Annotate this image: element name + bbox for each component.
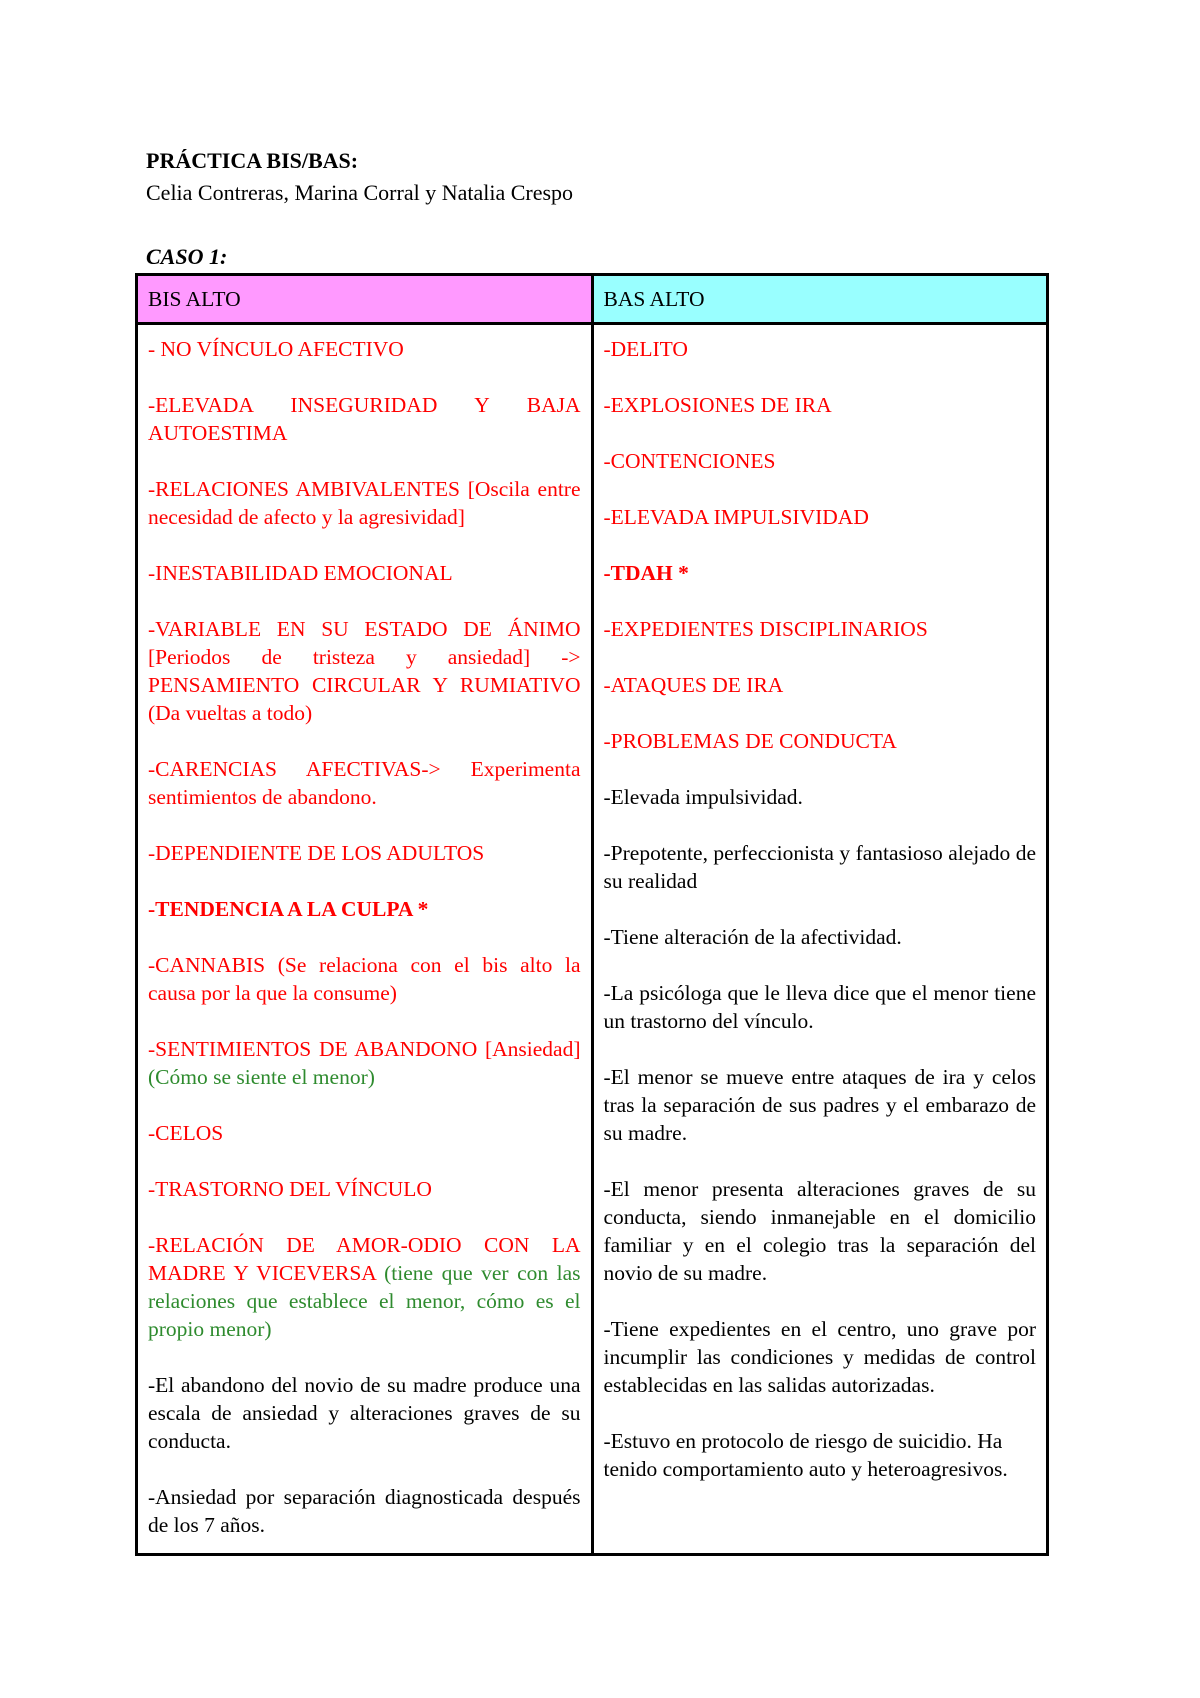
list-item: -CELOS: [148, 1121, 224, 1145]
bas-column: [592, 324, 1048, 1555]
authors-line: Celia Contreras, Marina Corral y Natalia Crespo: [146, 180, 574, 205]
list-item: - NO VÍNCULO AFECTIVO: [148, 337, 404, 361]
list-item: [148, 1035, 581, 1091]
list-item: -TRASTORNO DEL VÍNCULO: [148, 1177, 432, 1201]
table-header-row: [137, 275, 1048, 324]
list-item: -El menor presenta alteraciones graves de su conducta, siendo inmanejable en el domicilio familiar y en el colegio tras la separación del novio de su madre.: [603, 1177, 1036, 1285]
list-item: -INESTABILIDAD EMOCIONAL: [148, 561, 453, 585]
list-item: -ATAQUES DE IRA: [603, 673, 784, 697]
list-item: -Elevada impulsividad.: [603, 785, 803, 809]
bis-column: [137, 324, 593, 1555]
list-item: [148, 1231, 581, 1343]
list-item: -CONTENCIONES: [603, 449, 776, 473]
list-item: -TENDENCIA A LA CULPA *: [148, 897, 429, 921]
list-item: -DEPENDIENTE DE LOS ADULTOS: [148, 841, 485, 865]
list-item: -La psicóloga que le lleva dice que el menor tiene un trastorno del vínculo.: [603, 981, 1036, 1033]
list-item: -EXPLOSIONES DE IRA: [603, 393, 832, 417]
list-item: -ELEVADA IMPULSIVIDAD: [603, 505, 869, 529]
list-item: -Estuvo en protocolo de riesgo de suicidio. Ha tenido comportamiento auto y heteroagresivos.: [603, 1429, 1008, 1481]
bis-bas-table: [135, 273, 1049, 1556]
list-item: -VARIABLE EN SU ESTADO DE ÁNIMO [Periodos de tristeza y ansiedad] -> PENSAMIENTO CIRCULAR Y RUMIATIVO (Da vueltas a todo): [148, 617, 581, 725]
list-item: -Ansiedad por separación diagnosticada después de los 7 años.: [148, 1485, 581, 1537]
page-title: PRÁCTICA BIS/BAS:: [146, 148, 359, 173]
case-heading: CASO 1:: [146, 244, 228, 269]
list-item: -DELITO: [603, 337, 688, 361]
item-note-green: (tiene que ver con las relaciones que establece el menor, cómo es el propio menor): [148, 1261, 581, 1341]
list-item: -TDAH *: [603, 561, 689, 585]
bis-header-cell: BIS ALTO: [137, 275, 593, 324]
list-item: -RELACIONES AMBIVALENTES [Oscila entre necesidad de afecto y la agresividad]: [148, 477, 581, 529]
table-body-row: [137, 324, 1048, 1555]
list-item: -Prepotente, perfeccionista y fantasioso alejado de su realidad: [603, 841, 1036, 893]
list-item: -El menor se mueve entre ataques de ira y celos tras la separación de sus padres y el embarazo de su madre.: [603, 1065, 1036, 1145]
item-text-red: -SENTIMIENTOS DE ABANDONO [Ansiedad]: [148, 1037, 581, 1061]
list-item: -CARENCIAS AFECTIVAS-> Experimenta sentimientos de abandono.: [148, 757, 581, 809]
list-item: -EXPEDIENTES DISCIPLINARIOS: [603, 617, 928, 641]
bas-header-cell: BAS ALTO: [592, 275, 1048, 324]
list-item: -CANNABIS (Se relaciona con el bis alto la causa por la que la consume): [148, 953, 581, 1005]
list-item: -Tiene alteración de la afectividad.: [603, 925, 902, 949]
list-item: -PROBLEMAS DE CONDUCTA: [603, 729, 897, 753]
list-item: -ELEVADA INSEGURIDAD Y BAJA AUTOESTIMA: [148, 393, 581, 445]
item-text-red: -RELACIÓN DE AMOR-ODIO CON LA MADRE Y VICEVERSA: [148, 1233, 581, 1285]
list-item: -El abandono del novio de su madre produce una escala de ansiedad y alteraciones graves de su conducta.: [148, 1373, 581, 1453]
list-item: -Tiene expedientes en el centro, uno grave por incumplir las condiciones y medidas de control establecidas en las salidas autorizadas.: [603, 1317, 1036, 1397]
item-note-green: (Cómo se siente el menor): [148, 1065, 375, 1089]
